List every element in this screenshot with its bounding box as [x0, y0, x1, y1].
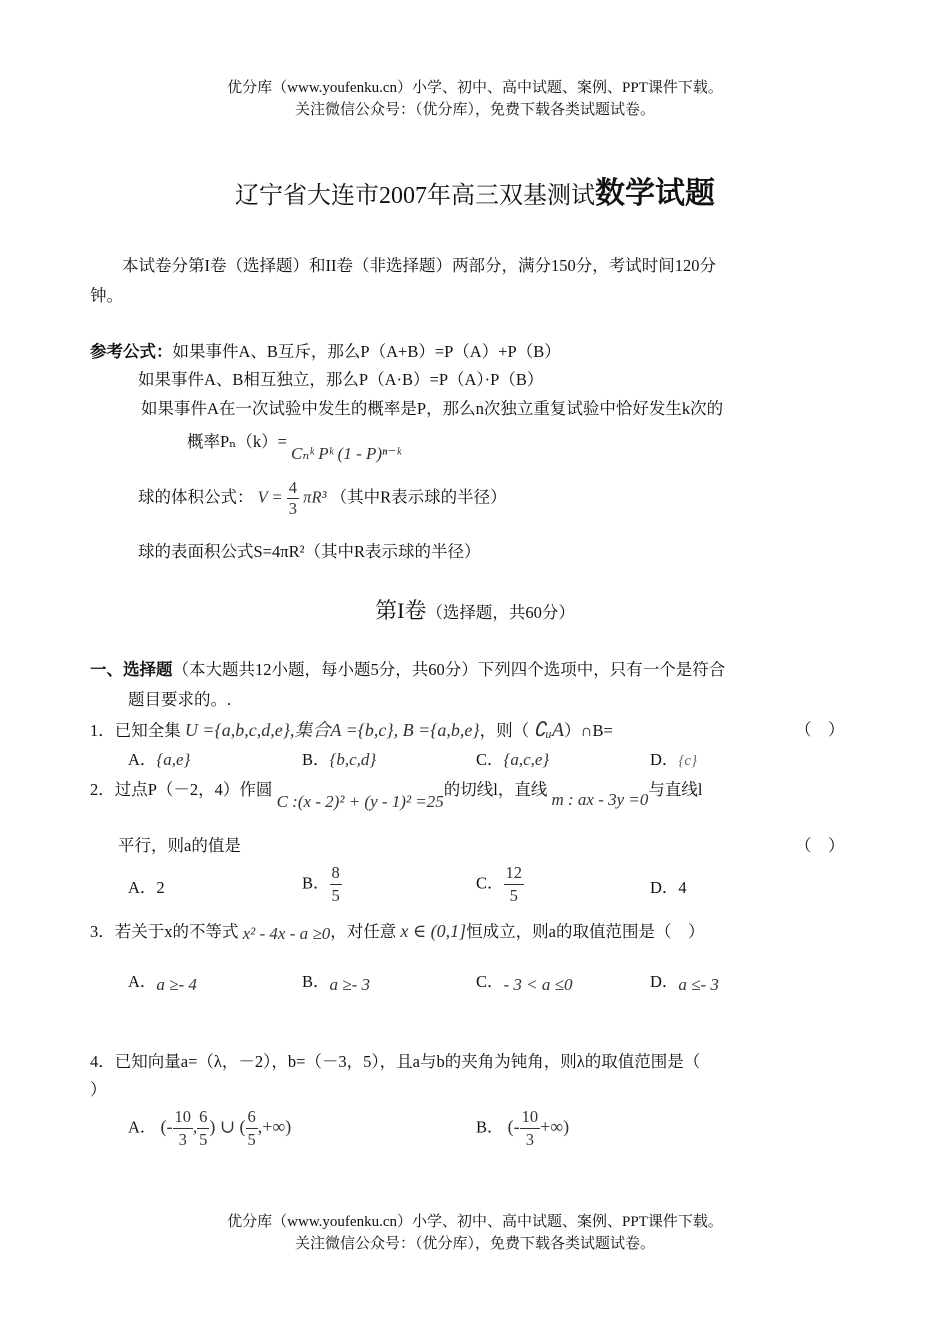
q4-a-open: (-	[160, 1116, 173, 1137]
header-line-1: 优分库（www.youfenku.cn）小学、初中、高中试题、案例、PPT课件下载。	[227, 80, 723, 96]
intro-line-1: 本试卷分第I卷（选择题）和II卷（非选择题）两部分，满分150分，考试时间120分	[122, 256, 716, 275]
formula-4-lhs: V =	[257, 487, 283, 507]
q2-c-label: C．	[476, 873, 504, 893]
page-title	[0, 168, 950, 212]
frac-den: 3	[288, 499, 298, 518]
q2-b-fraction	[330, 862, 342, 907]
q1-math: U ={a,b,c,d,e},集合A ={b,c}, B ={a,b,e}	[184, 720, 480, 740]
q1-text: 已知全集	[114, 721, 181, 740]
q3-b-label: B．	[302, 972, 330, 991]
section-title	[0, 594, 950, 625]
q3-c-value: - 3 < a ≤0	[503, 975, 573, 994]
question-2	[90, 776, 703, 811]
q4-a-frac-1	[173, 1106, 194, 1151]
q3-math: x² - 4x - a ≥0	[242, 924, 331, 943]
q2-b-label: B．	[302, 873, 330, 893]
frac-num: 6	[197, 1106, 209, 1129]
q3-a-value: a ≥- 4	[156, 975, 197, 994]
footer-line-2: 关注微信公众号：（优分库），免费下载各类试题试卷。	[294, 1236, 655, 1252]
title-main: 辽宁省大连市2007年高三双基测试	[235, 183, 595, 209]
q1-option-d	[650, 746, 697, 770]
formula-3b-prefix: 概率Pₙ（k）=	[187, 432, 287, 451]
q4-a-union: ) ∪ (	[209, 1116, 246, 1137]
binomial-formula: Cₙᵏ Pᵏ (1 - P)ⁿ⁻ᵏ	[291, 444, 402, 463]
q1-text2: ，则（	[479, 721, 530, 740]
q3-a-label: A．	[128, 972, 157, 991]
q2-c-fraction	[504, 862, 525, 907]
q3-option-d	[650, 968, 719, 992]
part1-heading-bold: 一、选择题	[90, 660, 173, 679]
frac-den: 3	[178, 1130, 187, 1149]
title-bold: 数学试题	[595, 177, 715, 210]
q1-option-a	[128, 746, 190, 770]
q3-text2: ，对任意	[330, 922, 397, 941]
q4-num: 4．	[90, 1052, 115, 1071]
q1-d-value: {c}	[678, 753, 698, 769]
q1-d-label: D．	[650, 750, 679, 769]
frac-num: 12	[504, 862, 525, 885]
q3-text3: 恒成立，则a的取值范围是（ ）	[466, 922, 705, 941]
q1-option-b	[302, 746, 376, 770]
q1-text3: ）∩B=	[564, 721, 613, 740]
q3-option-c	[476, 968, 572, 992]
q2-line-2: 平行，则a的值是	[118, 836, 241, 855]
q3-num: 3．	[90, 922, 115, 941]
q3-text: 若关于x的不等式	[114, 922, 239, 941]
frac-den: 5	[331, 886, 340, 905]
q4-a-comma: ,	[193, 1117, 198, 1137]
q2-option-d	[650, 874, 687, 898]
section-title-main: 第I卷	[375, 598, 427, 623]
q2-option-b	[302, 862, 342, 907]
q3-option-a	[128, 968, 197, 992]
q1-paren: （ ）	[795, 720, 845, 739]
q1-option-c	[476, 746, 549, 770]
q2-paren: （ ）	[795, 836, 845, 855]
formula-1-text: 如果事件A、B互斥，那么P（A+B）=P（A）+P（B）	[172, 342, 561, 361]
formula-4	[138, 478, 507, 519]
question-4	[90, 1048, 700, 1072]
q1-num: 1．	[90, 721, 115, 740]
q4-b-close: +∞)	[540, 1116, 570, 1137]
question-1	[90, 716, 613, 742]
formula-2: 如果事件A、B相互独立，那么P（A·B）=P（A）·P（B）	[138, 370, 544, 389]
formula-3b	[187, 428, 402, 463]
frac-num: 4	[288, 478, 298, 497]
part1-desc-2: 题目要求的。.	[128, 690, 232, 709]
q1-math2: ∁ᵤA	[533, 719, 565, 741]
footer-line-1: 优分库（www.youfenku.cn）小学、初中、高中试题、案例、PPT课件下载。	[227, 1214, 723, 1230]
q1-c-value: {a,c,e}	[503, 750, 550, 769]
frac-num: 8	[330, 862, 342, 885]
formula-4-prefix: 球的体积公式：	[138, 487, 254, 507]
q2-math: C :(x - 2)² + (y - 1)² =25	[276, 792, 444, 811]
q3-d-label: D．	[650, 972, 679, 991]
frac-num: 6	[246, 1106, 258, 1129]
frac-num: 10	[520, 1106, 541, 1129]
header-line-2: 关注微信公众号：（优分库），免费下载各类试题试卷。	[294, 102, 655, 118]
q2-text3: 与直线l	[648, 780, 703, 799]
q4-line-2: ）	[90, 1080, 107, 1099]
q2-text2: 的切线l，直线	[443, 780, 548, 799]
q4-a-label: A．	[128, 1117, 157, 1137]
formula-3: 如果事件A在一次试验中发生的概率是P，那么n次独立重复试验中恰好发生k次的	[141, 399, 724, 418]
q1-b-value: {b,c,d}	[329, 750, 377, 769]
q3-b-value: a ≥- 3	[329, 975, 371, 994]
q2-a-label: A．	[128, 878, 157, 897]
part1-desc: （本大题共12小题，每小题5分，共60分）下列四个选项中，只有一个是符合	[172, 660, 726, 679]
q1-a-label: A．	[128, 750, 157, 769]
q2-math2: m : ax - 3y =0	[551, 790, 649, 809]
q4-b-label: B．	[476, 1117, 504, 1137]
q2-option-c	[476, 862, 524, 907]
q2-text: 过点P（－2，4）作圆	[114, 780, 273, 799]
frac-den: 5	[509, 886, 518, 905]
q3-c-label: C．	[476, 972, 504, 991]
q4-a-close: ,+∞)	[257, 1116, 292, 1137]
frac-den: 5	[199, 1130, 208, 1149]
q3-math2: x ∈ (0,1]	[400, 921, 467, 941]
fraction-4-3	[287, 478, 299, 519]
formula-4-rhs: πR³	[303, 487, 327, 507]
intro-line-2: 钟。	[90, 286, 123, 305]
frac-den: 3	[525, 1130, 535, 1149]
q2-option-a	[128, 874, 165, 898]
q1-b-label: B．	[302, 750, 330, 769]
q4-b-open: (-	[507, 1116, 520, 1137]
question-3	[90, 918, 704, 942]
q2-a-value: 2	[156, 878, 165, 897]
frac-den: 5	[247, 1130, 256, 1149]
q2-d-label: D．	[650, 878, 679, 897]
formula-5: 球的表面积公式S=4πR²（其中R表示球的半径）	[138, 542, 481, 561]
frac-num: 10	[173, 1106, 194, 1129]
q4-a-frac-3	[246, 1106, 258, 1151]
formula-1	[90, 338, 561, 362]
q4-a-frac-2	[197, 1106, 209, 1151]
q3-d-value: a ≤- 3	[678, 975, 719, 994]
formula-label: 参考公式：	[90, 342, 173, 361]
q2-num: 2．	[90, 780, 115, 799]
q1-c-label: C．	[476, 750, 504, 769]
q1-a-value: {a,e}	[156, 750, 191, 769]
q4-option-b	[476, 1106, 569, 1151]
q4-text: 已知向量a=（λ，－2），b=（－3，5），且a与b的夹角为钝角，则λ的取值范围是（	[114, 1052, 701, 1071]
q2-d-value: 4	[678, 878, 687, 897]
part1-heading	[90, 656, 725, 680]
section-title-sub: （选择题，共60分）	[426, 603, 575, 622]
q3-option-b	[302, 968, 370, 992]
formula-4-suffix: （其中R表示球的半径）	[330, 487, 507, 507]
q4-b-frac	[520, 1106, 541, 1151]
q4-option-a	[128, 1106, 291, 1151]
